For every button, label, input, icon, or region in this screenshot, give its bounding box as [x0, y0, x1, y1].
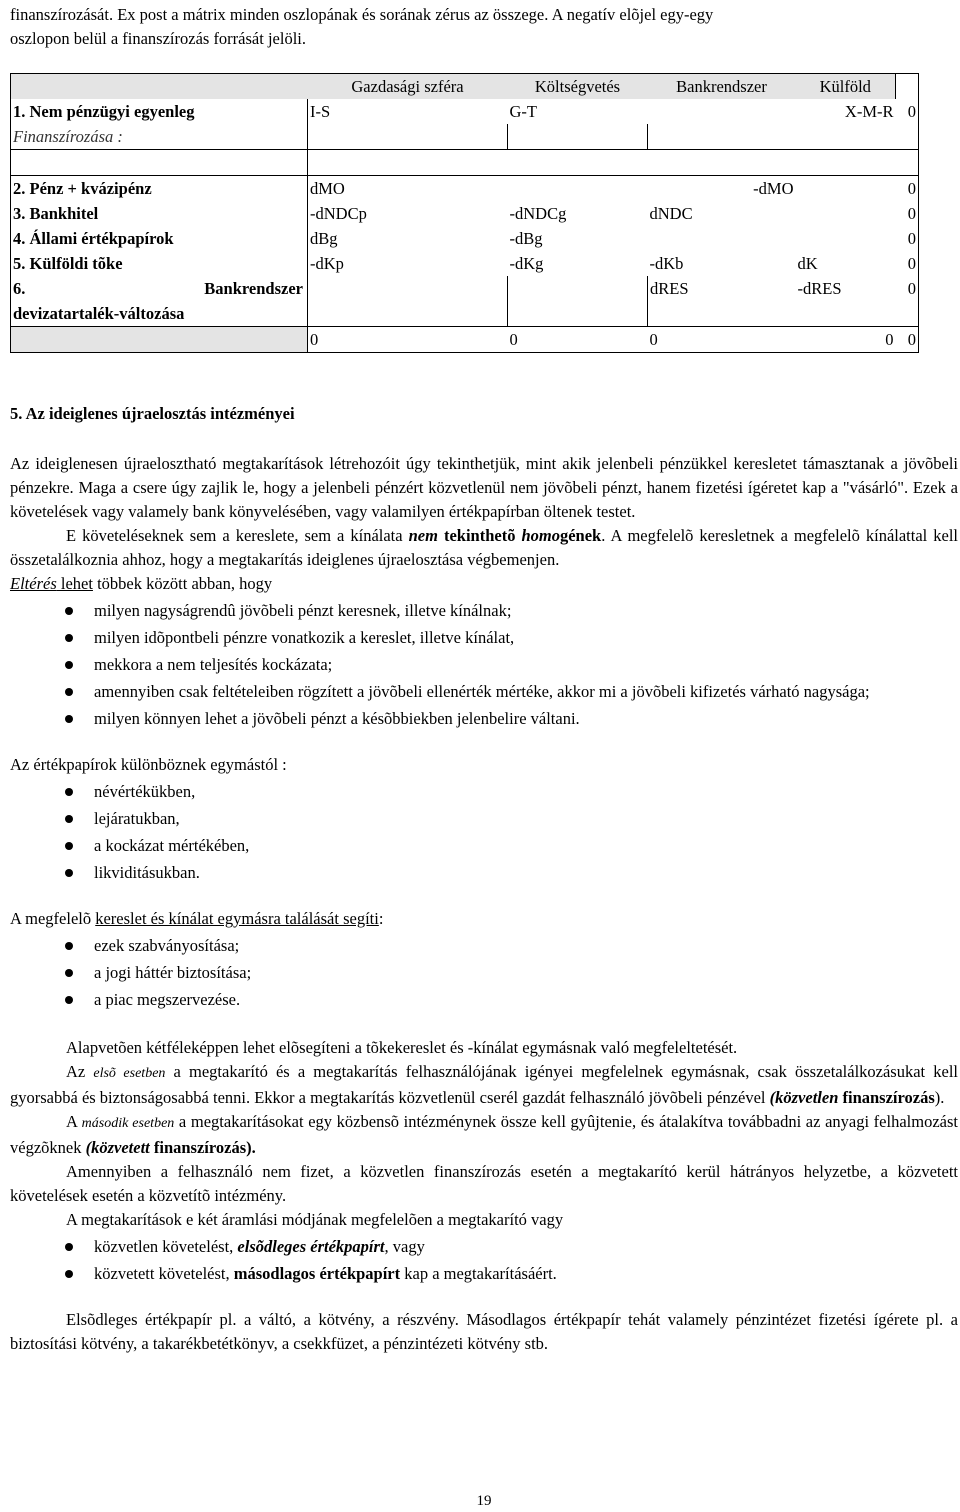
- cell: [896, 301, 919, 327]
- cell: -dNDCp: [310, 203, 367, 223]
- paragraph-5: [10, 907, 958, 931]
- paragraph-3: [10, 572, 958, 596]
- text-run: a megtakarításokat egy közbensõ intézménynek össze kell gyûjtenie, és átalakítva továbbadni az anyagi felhalmozást végzõknek: [10, 1112, 958, 1157]
- text-run: többek között abban, hogy: [92, 574, 273, 593]
- table-row-6: [11, 276, 919, 301]
- text-run: gének: [559, 526, 602, 545]
- body-text: [10, 452, 958, 1356]
- table-row-5: [11, 251, 919, 276]
- cell: [648, 226, 796, 251]
- paragraph-11: Elsõdleges értékpapír pl. a váltó, a kötvény, a részvény. Másodlagos értékpapír tehát valamely pénzintézet fizetési ígérete pl. a biztosítási kötvény, a takarékbetétkönyv, a csekkfüzet, a pénzintézeti kötvény stb.: [10, 1310, 958, 1353]
- list-item: ezek szabványosítása;: [10, 934, 958, 958]
- section-heading: 5. Az ideiglenes újraelosztás intézményei: [10, 404, 295, 423]
- list-item: milyen könnyen lehet a jövõbeli pénzt a késõbbiekben jelenbelire váltani.: [10, 707, 958, 731]
- intro-line-1: finanszírozását. Ex post a mátrix minden oszlopának és sorának zérus az összege. A negatív elõjel egy-egy: [10, 5, 714, 24]
- text-run: homo: [521, 526, 560, 545]
- header-kulfold: Külföld: [796, 74, 896, 100]
- paragraph-8: [10, 1110, 958, 1160]
- text-run: lehet: [56, 574, 93, 593]
- text-run: , vagy: [384, 1237, 425, 1256]
- list-item: a kockázat mértékében,: [10, 834, 958, 858]
- cell: [508, 150, 648, 176]
- cell: [508, 176, 648, 202]
- total: 0: [508, 327, 648, 353]
- row-label: 1. Nem pénzügyi egyenleg: [11, 99, 308, 124]
- list-item: névértékükben,: [10, 780, 958, 804]
- cell: [308, 124, 508, 150]
- table-spacer-row: [11, 150, 919, 176]
- paragraph-6: Alapvetõen kétféleképpen lehet elõsegíteni a tõkekereslet és -kínálat egymásnak való megfeleltetését.: [66, 1038, 738, 1057]
- cell: [308, 150, 508, 176]
- row-sum: 0: [896, 251, 919, 276]
- cell: [648, 124, 796, 150]
- total: 0: [796, 327, 896, 353]
- cell: [796, 201, 896, 226]
- total: 0: [896, 327, 919, 353]
- row-sum: 0: [896, 276, 919, 301]
- text-run: kereslet és kínálat egymásra találását segíti: [95, 909, 379, 928]
- cell: [796, 176, 896, 202]
- list-item: amennyiben csak feltételeiben rögzített a jövõbeli ellenérték mértéke, akkor mi a jövõbeli kifizetés várható nagysága;: [10, 680, 958, 704]
- cell: [896, 124, 919, 150]
- cell: dRES: [650, 278, 689, 298]
- cell: -dKg: [509, 253, 544, 273]
- table-corner-cell: [11, 74, 308, 100]
- row-label: devizatartalék-változása: [11, 301, 308, 327]
- text-run: tekinthetõ: [437, 526, 522, 545]
- table-totals-row: [11, 327, 919, 353]
- cell: -dBg: [509, 228, 543, 248]
- cell: dBg: [310, 228, 338, 248]
- list-item: [10, 1262, 958, 1286]
- cell: [308, 276, 508, 301]
- bullet-list-2: [10, 780, 958, 885]
- row-label: [11, 276, 308, 301]
- cell: -dKp: [310, 253, 344, 273]
- list-item: mekkora a nem teljesítés kockázata;: [10, 653, 958, 677]
- list-item: a piac megszervezése.: [10, 988, 958, 1012]
- row-sum: 0: [896, 226, 919, 251]
- cell: [796, 301, 896, 327]
- text-run: nem: [408, 526, 438, 545]
- cell: -dRES: [797, 278, 842, 298]
- bullet-list-1: [10, 599, 958, 731]
- text-run: ).: [934, 1088, 945, 1107]
- intro-line-2: oszlopon belül a finanszírozás forrását jelöli.: [10, 29, 306, 48]
- text-run: . A megfelelõ keresletnek a megfelelõ kínálattal kell összetalálkoznia ahhoz, hogy a megtakarítás ideiglenes újraelosztása végbemenjen.: [10, 526, 959, 569]
- total: 0: [308, 327, 508, 353]
- cell: [648, 150, 796, 176]
- list-item: lejáratukban,: [10, 807, 958, 831]
- table-header-row: [11, 74, 919, 100]
- text-run: elsõdleges értékpapírt: [237, 1237, 385, 1256]
- cell: I-S: [310, 101, 331, 121]
- text-run: második esetben: [81, 1116, 175, 1131]
- table-row-3: [11, 201, 919, 226]
- list-item: [10, 1235, 958, 1259]
- financing-matrix-table: [10, 73, 919, 353]
- text-run: (közvetlen: [769, 1088, 839, 1107]
- cell: [648, 301, 796, 327]
- page-number: 19: [476, 1493, 492, 1509]
- cell: [308, 301, 508, 327]
- totals-label-cell: [11, 327, 308, 353]
- table-row-2: [11, 176, 919, 202]
- paragraph-10: A megtakarítások e két áramlási módjának megfelelõen a megtakarító vagy: [66, 1210, 564, 1229]
- text-run: Eltérés: [10, 574, 57, 593]
- cell: dK: [797, 253, 818, 273]
- paragraph-4: Az értékpapírok különböznek egymástól :: [10, 755, 287, 774]
- list-item: a jogi háttér biztosítása;: [10, 961, 958, 985]
- cell: G-T: [509, 101, 537, 121]
- cell: [508, 124, 648, 150]
- cell: [11, 150, 308, 176]
- text-run: másodlagos értékpapírt: [233, 1264, 401, 1283]
- cell: -dKb: [649, 253, 684, 273]
- cell: [796, 150, 896, 176]
- cell: [896, 150, 919, 176]
- cell: [796, 124, 896, 150]
- text-run: (közvetett: [85, 1138, 150, 1157]
- text-run: kap a megtakarításáért.: [400, 1264, 557, 1283]
- paragraph-2: [10, 524, 958, 572]
- row-label: 2. Pénz + kvázipénz: [11, 176, 308, 202]
- row-label: 4. Állami értékpapírok: [11, 226, 308, 251]
- list-item: likviditásukban.: [10, 861, 958, 885]
- cell: [796, 226, 896, 251]
- cell: X-M-R: [844, 101, 894, 121]
- text-run: finanszírozás).: [149, 1138, 256, 1157]
- header-bankrendszer: Bankrendszer: [648, 74, 796, 100]
- cell: dMO: [308, 176, 508, 202]
- header-gazdasagi-szfera: Gazdasági szféra: [308, 74, 508, 100]
- row-label: 5. Külföldi tõke: [11, 251, 308, 276]
- text-run: elsõ esetben: [93, 1066, 166, 1081]
- text-run: finanszírozás: [838, 1088, 935, 1107]
- text-run: Az: [66, 1062, 94, 1081]
- row6-bankrendszer: Bankrendszer: [204, 278, 303, 298]
- row-sum: 0: [896, 176, 919, 202]
- text-run: E követeléseknek sem a kereslete, sem a kínálata: [66, 526, 409, 545]
- paragraph-9: Amennyiben a felhasználó nem fizet, a közvetlen finanszírozás esetén a megtakarító kerül hátrányos helyzetbe, a közvetett követelések esetén a közvetítõ intézmény.: [10, 1162, 958, 1205]
- text-run: közvetlen követelést,: [94, 1237, 238, 1256]
- bullet-list-4: [10, 1235, 958, 1286]
- cell: [648, 99, 796, 124]
- cell: [508, 276, 648, 301]
- header-blank: [896, 74, 919, 100]
- row-sum: 0: [896, 99, 919, 124]
- list-item: milyen idõpontbeli pénzre vonatkozik a kereslet, illetve kínálat,: [10, 626, 958, 650]
- cell: [508, 301, 648, 327]
- text-run: A: [66, 1112, 82, 1131]
- text-run: :: [378, 909, 384, 928]
- row-sum: 0: [896, 201, 919, 226]
- cell: -dNDCg: [509, 203, 567, 223]
- total: 0: [648, 327, 796, 353]
- paragraph-1: Az ideiglenesen újraelosztható megtakarítások létrehozóit úgy tekinthetjük, mint akik jelenbeli pénzükkel keresletet támasztanak a jövõbeli pénzekre. Maga a csere úgy zajlik le, hogy a jelenbeli pénzért közvetlenül nem jövõbeli pénzt, hanem fizetési ígéretet kap a "vásárló". Ezek a követelések vagy valamely bank könyvelésében, vagy valamilyen értékpapírban öltenek testet.: [10, 454, 958, 521]
- bullet-list-3: [10, 934, 958, 1012]
- text-run: A megfelelõ: [10, 909, 96, 928]
- text-run: közvetett követelést,: [94, 1264, 234, 1283]
- list-item: milyen nagyságrendû jövõbeli pénzt keresnek, illetve kínálnak;: [10, 599, 958, 623]
- row-label: 3. Bankhitel: [11, 201, 308, 226]
- table-row-finanszirozasa: [11, 124, 919, 150]
- text-run: a megtakarító és a megtakarítás felhasználójának igényei megfelelnek egymásnak, csak összetalálkozásukat kell gyorsabbá és biztonságosabbá tenni. Ekkor a megtakarítás közvetlenül cserél gazdát felhasználó jövõbeli pénzével: [10, 1062, 958, 1107]
- paragraph-7: [10, 1060, 958, 1110]
- row6-number: 6.: [13, 278, 26, 298]
- cell: -dMO: [648, 176, 796, 202]
- cell: dNDC: [649, 203, 693, 223]
- header-koltsegvetes: Költségvetés: [508, 74, 648, 100]
- table-row-6-cont: [11, 301, 919, 327]
- row-label: Finanszírozása :: [11, 124, 308, 150]
- table-row-1: [11, 99, 919, 124]
- table-row-4: [11, 226, 919, 251]
